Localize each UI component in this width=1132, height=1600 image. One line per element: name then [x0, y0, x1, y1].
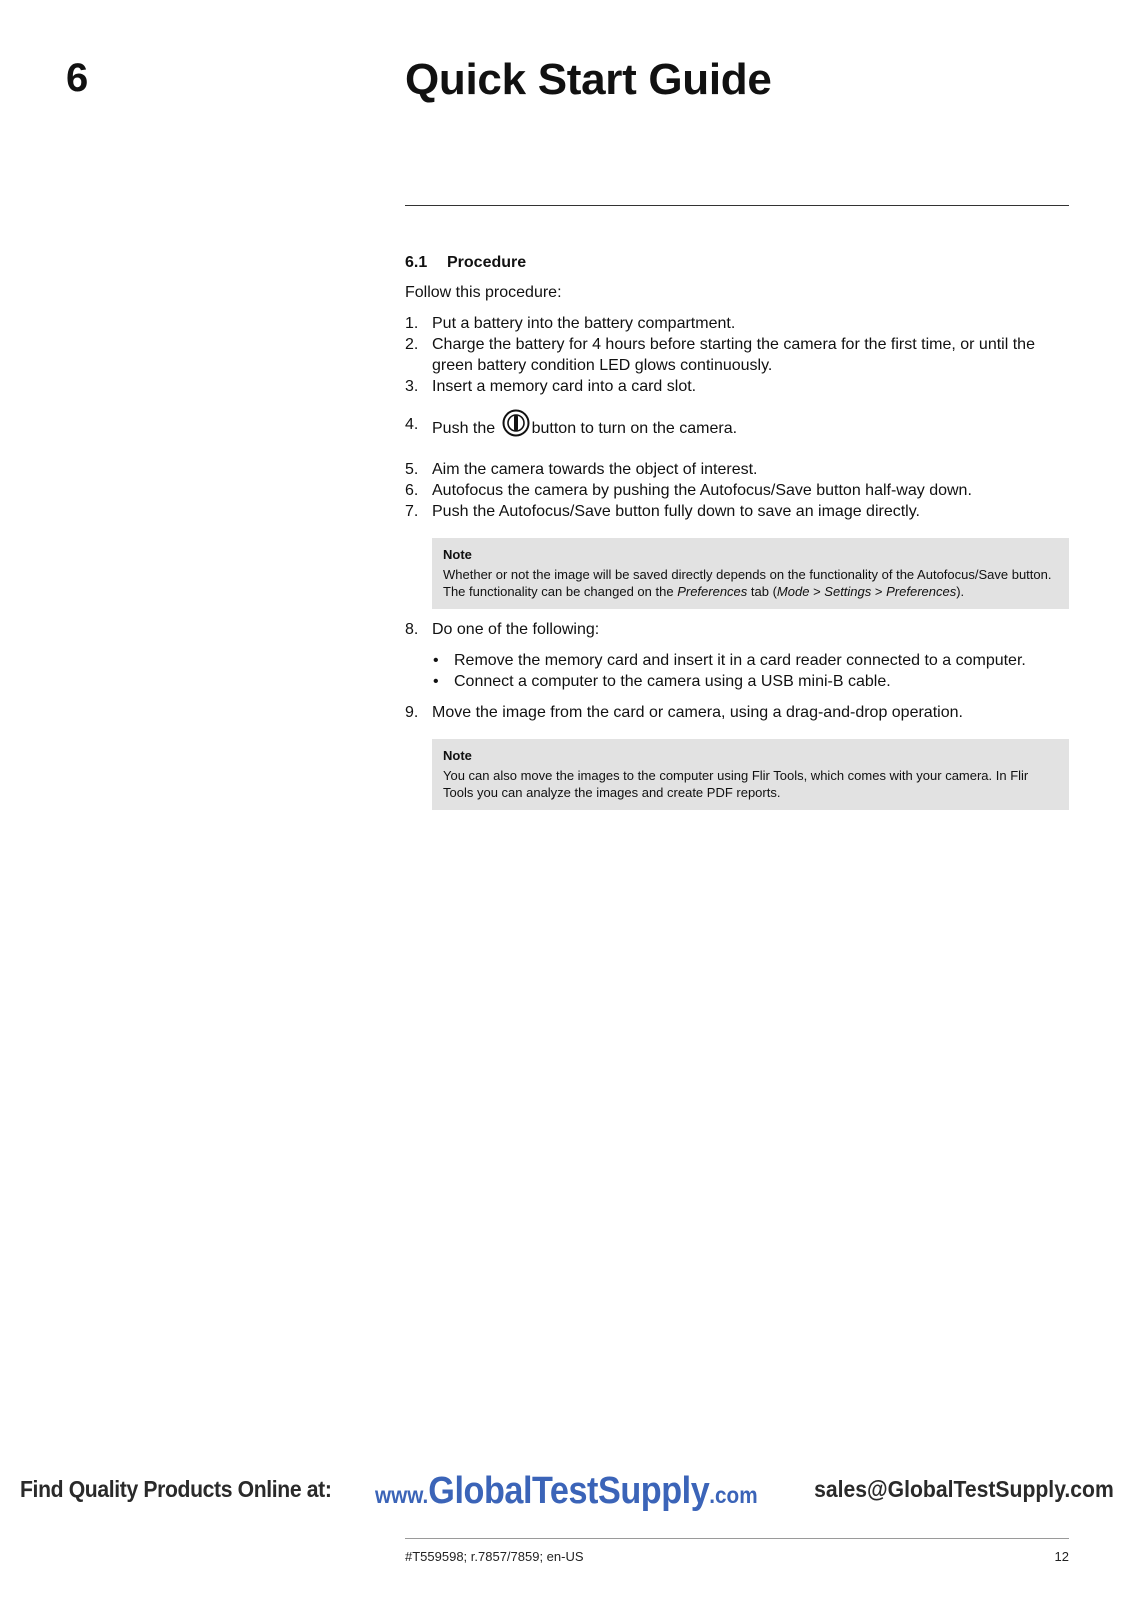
step-text-before: Push the: [432, 420, 496, 437]
bullet-text: Remove the memory card and insert it in a card reader connected to a computer.: [454, 652, 1026, 669]
step-number: 1.: [405, 315, 419, 332]
bullet-marker: •: [433, 652, 439, 669]
bullet-text: Connect a computer to the camera using a USB mini-B cable.: [454, 673, 891, 690]
step-item: [405, 619, 1069, 692]
bullet-item: [432, 671, 1069, 692]
section-number: 6.1: [405, 254, 428, 271]
step-number: 5.: [405, 461, 419, 478]
step-number: 4.: [405, 416, 419, 433]
note-box: [432, 739, 1069, 810]
note-text: Whether or not the image will be saved directly depends on the functionality of the Autofocus/Save button. The functionality can be changed on the Preferences tab (Mode > Settings > Preferences).: [443, 567, 1052, 599]
step-number: 6.: [405, 482, 419, 499]
section-heading: [405, 252, 1069, 273]
chapter-title: Quick Start Guide: [405, 55, 772, 104]
bullet-item: [432, 650, 1069, 671]
step-number: 3.: [405, 378, 419, 395]
step-item: [405, 501, 1069, 522]
chapter-number: 6: [66, 56, 89, 100]
step-text: Insert a memory card into a card slot.: [432, 378, 697, 395]
step-item: [405, 334, 1069, 376]
banner-tagline: Find Quality Products Online at:: [20, 1476, 332, 1502]
step-text: Aim the camera towards the object of interest.: [432, 461, 758, 478]
step-item: [405, 459, 1069, 480]
step-text: Move the image from the card or camera, using a drag-and-drop operation.: [432, 704, 963, 721]
banner-email-link[interactable]: sales@GlobalTestSupply.com: [814, 1476, 1114, 1502]
step-number: 2.: [405, 336, 419, 353]
step-item: [405, 480, 1069, 501]
title-divider: [405, 205, 1069, 206]
banner-website-link[interactable]: www.GlobalTestSupply.com: [375, 1470, 758, 1512]
step-number: 7.: [405, 503, 419, 520]
bullet-marker: •: [433, 673, 439, 690]
section-title: Procedure: [447, 254, 527, 271]
step-item: [405, 409, 1069, 449]
note-text: You can also move the images to the computer using Flir Tools, which comes with your camera. In Flir Tools you can analyze the images and create PDF reports.: [443, 768, 1029, 800]
step-item: [405, 702, 1069, 723]
step-text: Charge the battery for 4 hours before starting the camera for the first time, or until the green battery condition LED glows continuously.: [432, 336, 1035, 374]
step-text-after: button to turn on the camera.: [531, 420, 738, 437]
footer-divider: [405, 1538, 1069, 1539]
step-item: [405, 313, 1069, 334]
note-title: Note: [443, 547, 472, 562]
section-intro: Follow this procedure:: [405, 284, 562, 301]
power-button-icon: [502, 409, 530, 449]
page-number: 12: [1054, 1549, 1069, 1564]
step-text: Do one of the following:: [432, 621, 600, 638]
note-title: Note: [443, 748, 472, 763]
procedure-steps-continued: [405, 619, 1069, 723]
step-number: 9.: [405, 704, 419, 721]
step-number: 8.: [405, 621, 419, 638]
step-text: Put a battery into the battery compartment.: [432, 315, 736, 332]
note-box: [432, 538, 1069, 609]
step-text: Push the Autofocus/Save button fully down to save an image directly.: [432, 503, 920, 520]
step-item: [405, 376, 1069, 397]
bullet-list: [432, 650, 1069, 692]
step-text: Autofocus the camera by pushing the Autofocus/Save button half-way down.: [432, 482, 972, 499]
footer-doc-code: #T559598; r.7857/7859; en-US: [405, 1549, 584, 1564]
promo-banner: [0, 1470, 1132, 1510]
section-content: [405, 250, 1069, 820]
procedure-steps: [405, 313, 1069, 522]
